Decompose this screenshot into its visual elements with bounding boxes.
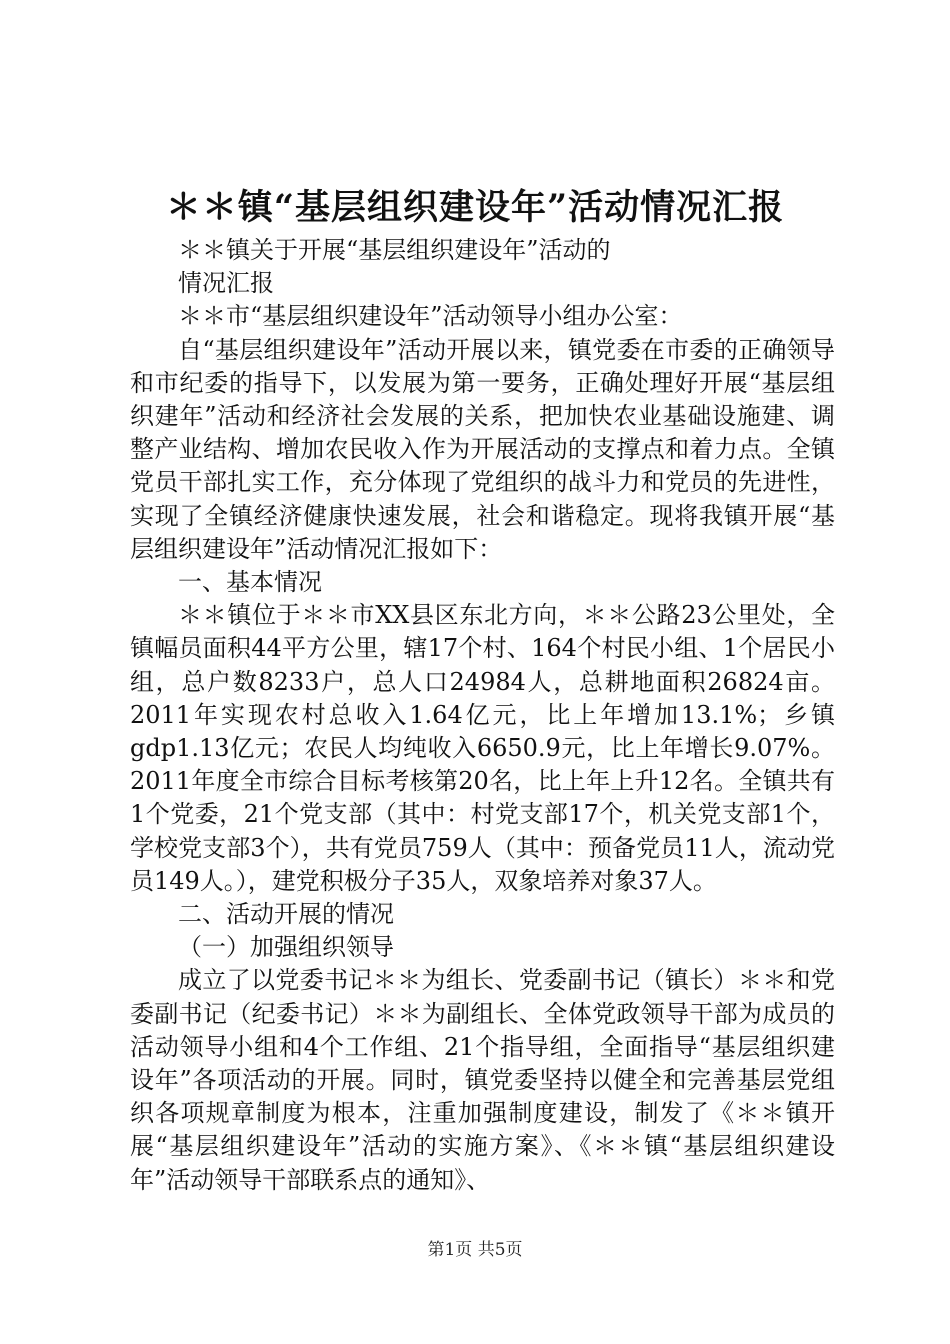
addressee: ＊＊市“基层组织建设年”活动领导小组办公室：	[178, 302, 683, 331]
basic-info-paragraph: ＊＊镇位于＊＊市XX县区东北方向，＊＊公路23公里处，全镇幅员面积44平方公里，辖17个村、164个村民小组、1个居民小组，总户数8233户，总人口24984人，总耕地面积26824亩。2011年实现农村总收入1.64亿元，比上年增加13.1%；乡镇gdp1.13亿元；农民人均纯收入6650.9元，比上年增长9.07%。2011年度全市综合目标考核第20名，比上年上升12名。全镇共有1个党委，21个党支部（其中：村党支部17个，机关党支部1个，学校党支部3个），共有党员759人（其中：预备党员11人，流动党员149人。），建党积极分子35人，双象培养对象37人。	[130, 601, 835, 895]
section-heading-activities: 二、活动开展的情况	[178, 900, 394, 929]
document-body	[130, 234, 835, 1197]
subtitle-line-2: 情况汇报	[178, 269, 274, 298]
subtitle-line-1: ＊＊镇关于开展“基层组织建设年”活动的	[178, 236, 611, 264]
document-title: ＊＊镇“基层组织建设年”活动情况汇报	[165, 187, 785, 228]
intro-paragraph: 自“基层组织建设年”活动开展以来，镇党委在市委的正确领导和市纪委的指导下，以发展为第一要务，正确处理好开展“基层组织建年”活动和经济社会发展的关系，把加快农业基础设施建、调整产业结构、增加农民收入作为开展活动的支撑点和着力点。全镇党员干部扎实工作，充分体现了党组织的战斗力和党员的先进性，实现了全镇经济健康快速发展，社会和谐稳定。现将我镇开展“基层组织建设年”活动情况汇报如下：	[130, 335, 835, 563]
page-footer: 第1页 共5页	[427, 1240, 523, 1260]
subsection-heading-leadership: （一）加强组织领导	[178, 933, 394, 962]
section-heading-basic: 一、基本情况	[178, 568, 322, 597]
leadership-paragraph: 成立了以党委书记＊＊为组长、党委副书记（镇长）＊＊和党委副书记（纪委书记）＊＊为副组长、全体党政领导干部为成员的活动领导小组和4个工作组、21个指导组，全面指导“基层组织建设年”各项活动的开展。同时，镇党委坚持以健全和完善基层党组织各项规章制度为根本，注重加强制度建设，制发了《＊＊镇开展“基层组织建设年”活动的实施方案》、《＊＊镇“基层组织建设年”活动领导干部联系点的通知》、	[130, 966, 835, 1194]
